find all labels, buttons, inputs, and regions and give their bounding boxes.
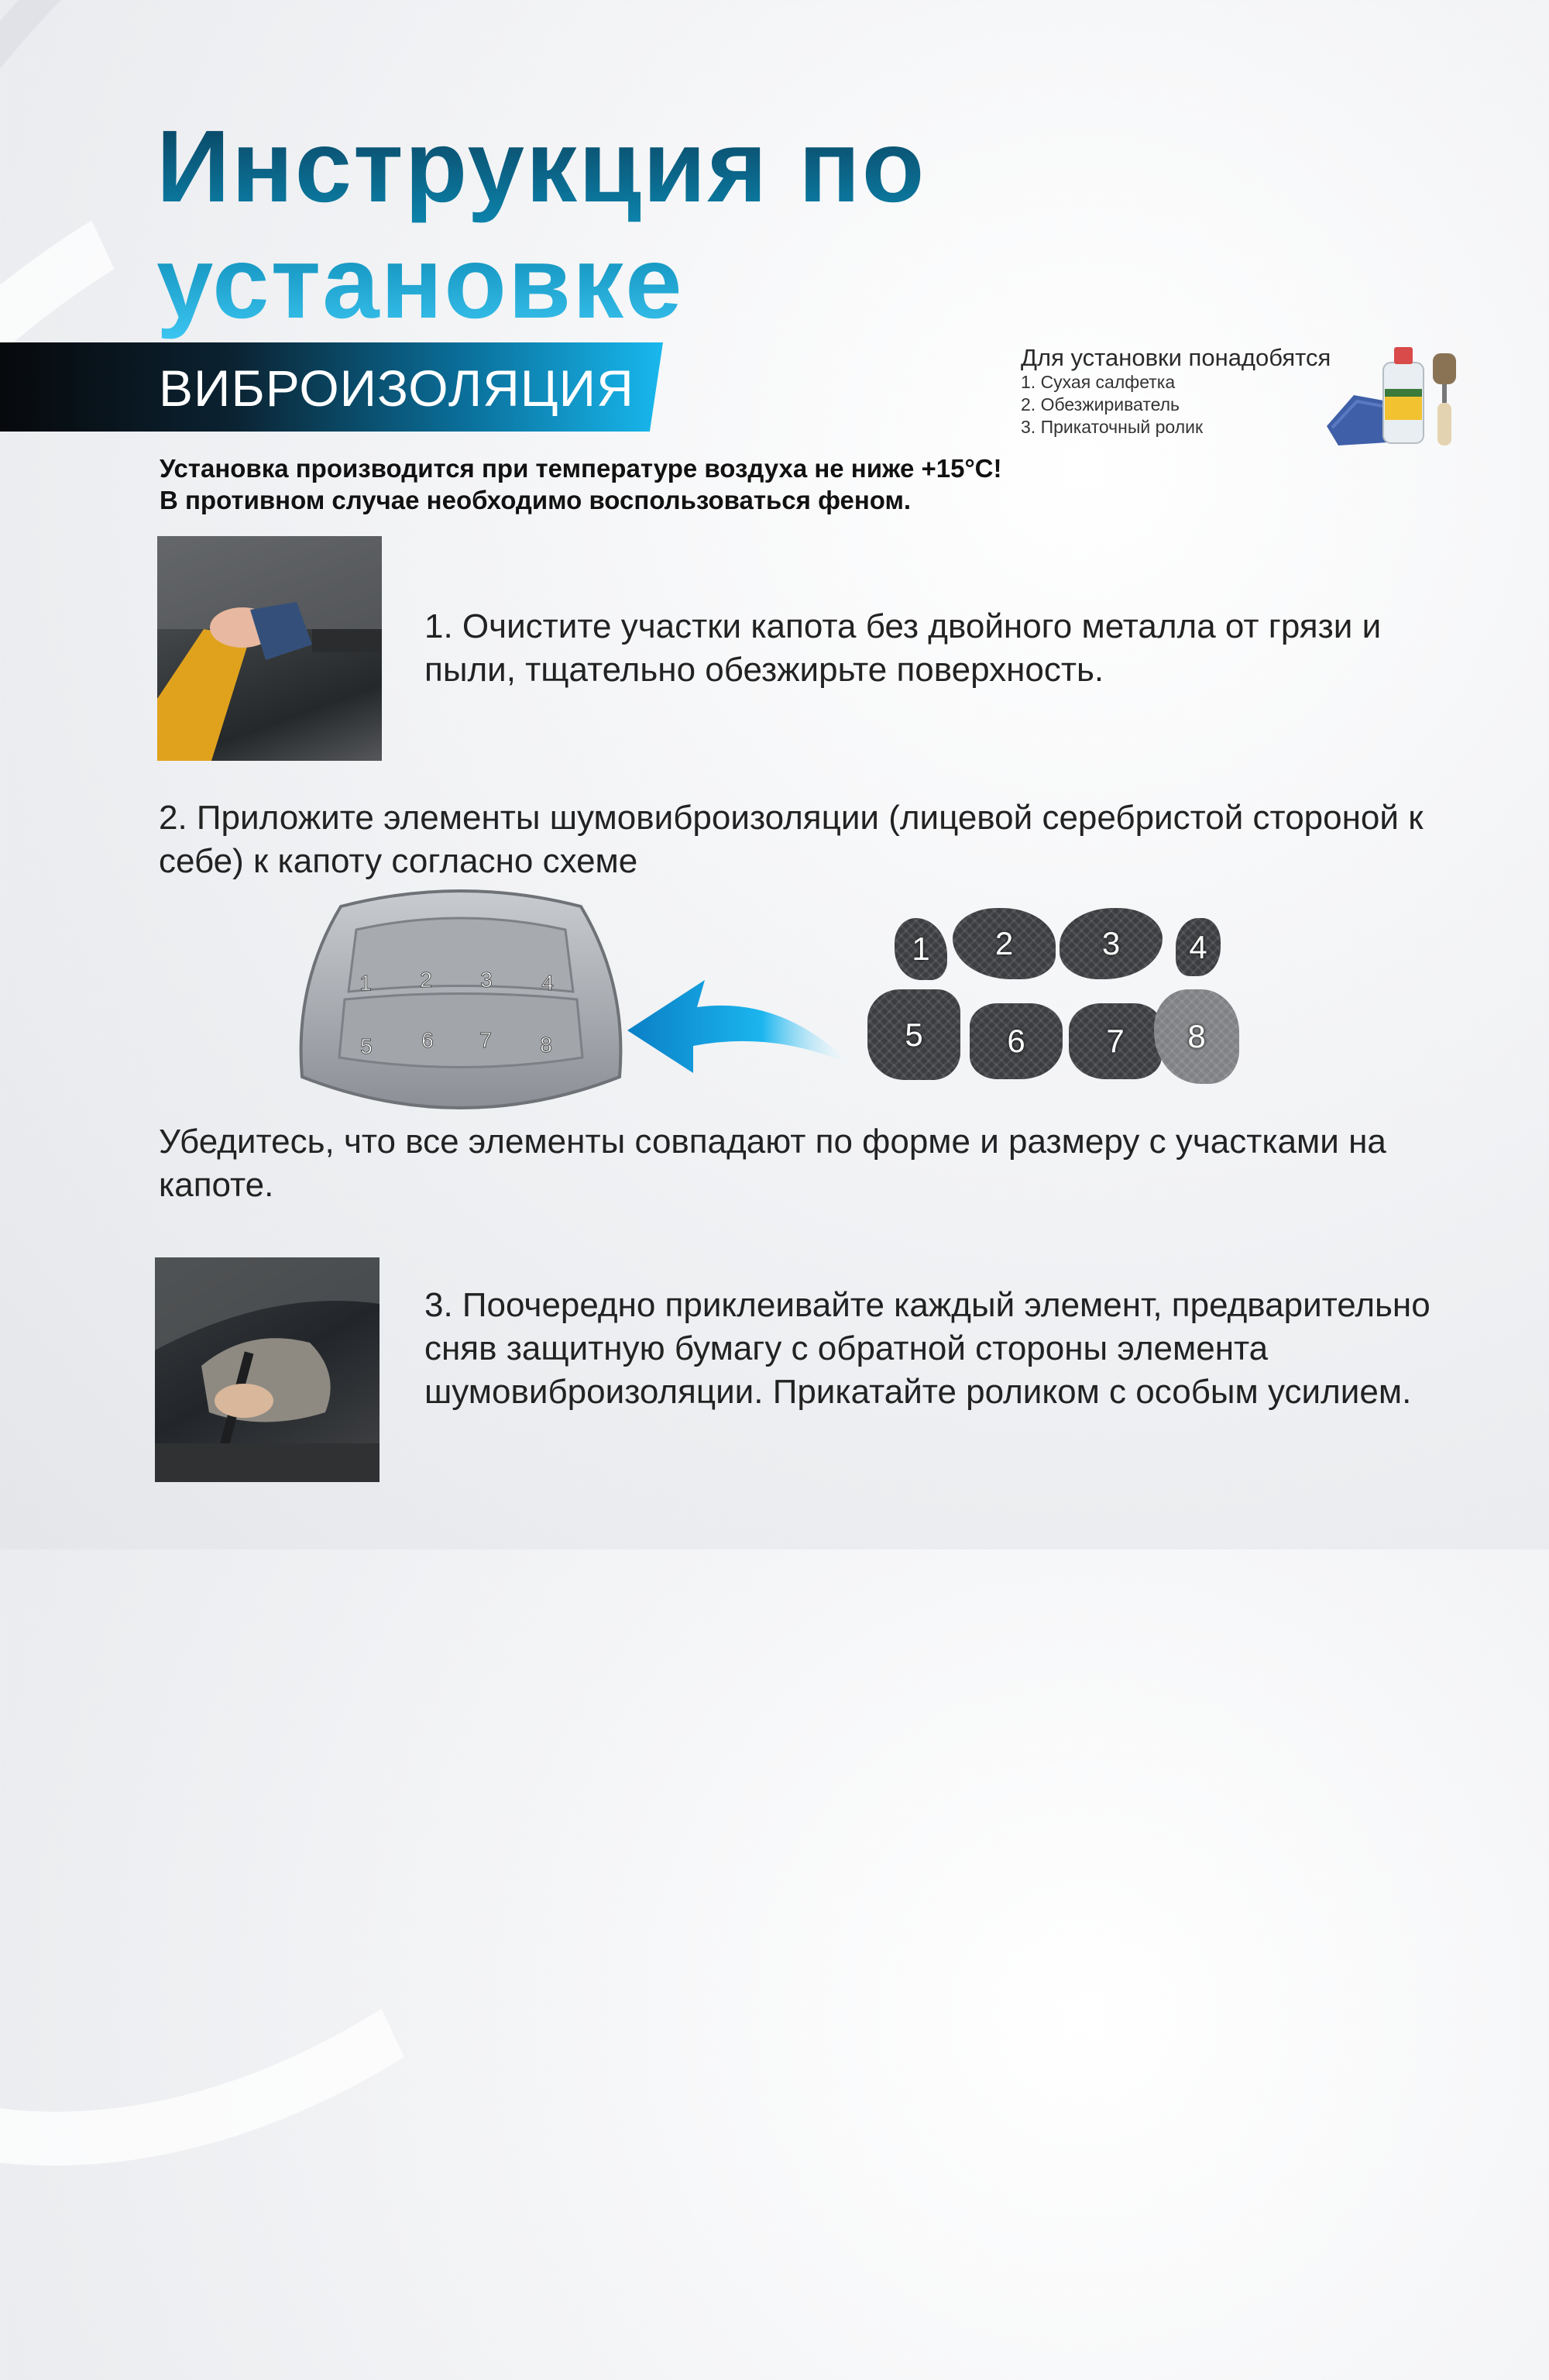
- insulation-piece: 8: [1154, 989, 1239, 1084]
- warning-line2: В противном случае необходимо воспользоваться феном.: [160, 486, 912, 514]
- tools-image: [1323, 341, 1461, 449]
- tools-item: 3. Прикаточный ролик: [1021, 417, 1204, 437]
- warning-line1: Установка производится при температуре воздуха не ниже +15°С!: [160, 454, 1002, 483]
- hood-label: 7: [479, 1028, 492, 1052]
- cleaning-photo: [157, 536, 382, 761]
- page-title: [156, 108, 926, 341]
- step-3-text: 3. Поочередно приклеивайте каждый элемент, предварительно сняв защитную бумагу с обратной стороны элемента шумовиброизоляции. Прикатайте роликом с особым усилием.: [424, 1286, 1431, 1411]
- hood-label: 2: [420, 968, 432, 992]
- insulation-piece: 5: [867, 989, 960, 1080]
- tools-item: 1. Сухая салфетка: [1021, 372, 1176, 392]
- hood-label: 3: [480, 968, 493, 992]
- insulation-piece: 3: [1060, 908, 1163, 979]
- insulation-piece: 2: [953, 908, 1056, 979]
- hood-diagram: [294, 883, 627, 1123]
- temperature-warning: [160, 452, 1002, 516]
- step-1-text: 1. Очистите участки капота без двойного металла от грязи и пыли, тщательно обезжирьте поверхность.: [424, 607, 1382, 689]
- section-banner-label: ВИБРОИЗОЛЯЦИЯ: [159, 359, 634, 417]
- hood-label: 6: [421, 1028, 434, 1052]
- check-text: Убедитесь, что все элементы совпадают по форме и размеру с участками на капоте.: [159, 1123, 1386, 1204]
- hood-label: 4: [541, 971, 554, 995]
- insulation-piece: 4: [1176, 918, 1221, 976]
- hood-label: 8: [540, 1033, 552, 1057]
- insulation-piece: 1: [895, 918, 947, 980]
- roller-icon: [1433, 353, 1456, 445]
- hood-label: 5: [360, 1034, 373, 1058]
- insulation-piece: 7: [1069, 1003, 1162, 1079]
- tools-item: 2. Обезжириватель: [1021, 394, 1180, 414]
- hood-label: 1: [359, 971, 372, 995]
- application-photo: [155, 1257, 380, 1482]
- arrow-icon: [620, 972, 860, 1077]
- page-title-line1: Инструкция по: [156, 109, 926, 223]
- step-2-text: 2. Приложите элементы шумовиброизоляции (лицевой серебристой стороной к себе) к капоту согласно схеме: [159, 799, 1424, 880]
- tools-title: Для установки понадобятся: [1021, 344, 1331, 371]
- insulation-piece: 6: [970, 1003, 1063, 1079]
- page-title-line2: установке: [156, 225, 684, 339]
